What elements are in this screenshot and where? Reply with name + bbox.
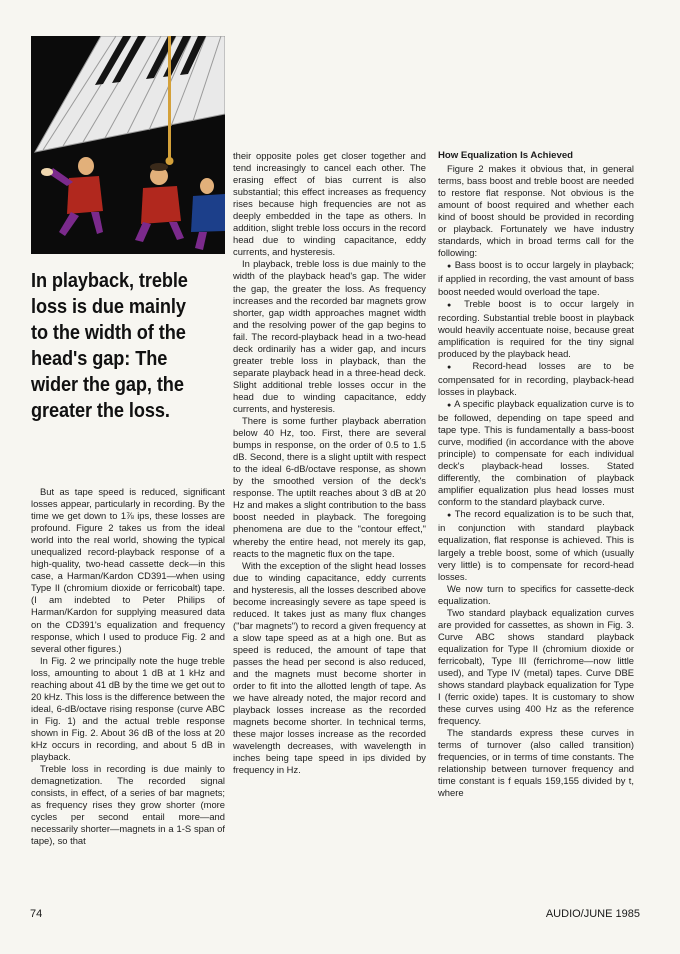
paragraph: The standards express these curves in terms of turnover (also called transition) frequencies, or in terms of time constants. The relationship between turnover frequency and time constant is f equals 159,155 divided by t, where [438,727,634,799]
paragraph: their opposite poles get closer together and tend increasingly to cancel each other. The erasing effect of bias current is also substantial; this effect increases as frequency rises because high frequencies are not as deeply embedded in the tape as others. In addition, slight treble loss occurs in the record head due to winding capacitance, eddy currents, and hysteresis. [233,150,426,258]
paragraph: Treble loss in recording is due mainly to demagnetization. The recorded signal consists, in effect, of a series of bar magnets; as frequency rises they grow shorter (more cycles per second entail more—and necessarily shorter—magnets in a 1-S span of tape), so that [31,763,225,847]
column-2 [233,150,426,776]
bullet-item: ● Treble boost is to occur largely in recording. Substantial treble boost in playback would heavily accentuate noise, because great amplification is required for the tiny signal produced by the playback head. [438,298,634,360]
bullet-item: ● A specific playback equalization curve is to be followed, depending on tape speed and tape type. This is fundamentally a bass-boost curve, modified (in accordance with the above principle) to compensate for each individual deck's playback-head losses. Stated differently, the combination of playback amplifier equalization plus head losses must conform to the standard playback curve. [438,398,634,508]
pull-quote: In playback, treble loss is due mainly to the width of the head's gap: The wider the gap, the greater the loss. [31,270,188,422]
paragraph: With the exception of the slight head losses due to winding capacitance, eddy currents and hysteresis, all the losses described above become increasingly severe as tape speed is reduced. It takes just as many flux changes ("bar magnets") to record a given frequency at a slow tape speed as at a high one. But as speed is reduced, the amount of tape that passes the head per second is also reduced, and the magnets must become shorter in order to fit into the allotted length of tape. As we have already noted, the major record and playback losses increase as the recorded magnets become shorter. In technical terms, these major losses increase as the recorded wavelength decreases, with wavelength in inches being tape speed in ips divided by frequency in Hz. [233,559,426,776]
column-3 [438,150,634,799]
paragraph: In Fig. 2 we principally note the huge treble loss, amounting to about 1 dB at 1 kHz and reaching about 41 dB by the time we get out to 20 kHz. This loss is the difference between the ideal, 6-dB/octave rising response (curve ABC in Fig. 1) and the actual treble response shown in Fig. 2. About 36 dB of the loss at 20 kHz occurs in recording, and about 5 dB in playback. [31,654,225,763]
paragraph: In playback, treble loss is due mainly to the width of the playback head's gap. The wider the gap, the greater the loss. As frequency increases and the recorded bar magnets grow shorter, gap width approaches magnet width and the resolving power of the gap begins to fail. The record-playback head in a two-head deck ordinarily has a wider gap, and incurs greater treble loss in playback, than the separate playback head in a three-head deck. Slight additional treble losses occur in the head due to winding capacitance, eddy currents, and hysteresis. [233,258,426,414]
column-1 [31,486,225,847]
paragraph: Two standard playback equalization curves are provided for cassettes, as shown in Fig. 3. Curve ABC shows standard playback equalization for Type II (chromium dioxide or ferricobalt), Type III (ferrichrome—now little used), and Type IV (metal) tapes. Curve DBE shows standard playback equalization for Type I (ferric oxide) tapes. It is customary to show these curves using 400 Hz as the reference frequency. [438,606,634,727]
bullet-item: ● Record-head losses are to be compensated for in recording, playback-head losses in playback. [438,360,634,398]
paragraph: There is some further playback aberration below 40 Hz, too. First, there are several bumps in response, on the order of 0.5 to 1.5 dB. Second, there is a slight uptilt with respect to the ideal 6-dB/octave response, as shown by the smoothed version of the deck's response. The uptilt reaches about 3 dB at 20 Hz and makes a slight contribution to the bass boost needed in playback. The foregoing phenomena are due to the "contour effect," whereby the entire head, not merely its gap, reacts to the magnetic flux on the tape. [233,415,426,559]
paragraph: Figure 2 makes it obvious that, in general terms, bass boost and treble boost are needed to restore flat response. Not obvious is the amount of boost required and whether each kind of boost should be provided in recording or playback. Fortunately we have industry standards, which in broad terms call for the following: [438,163,634,259]
bullet-item: ● The record equalization is to be such that, in conjunction with standard playback equalization, flat response is achieved. This is largely a treble boost, some of which (usually very little) is to compensate for record-head losses. [438,508,634,582]
paragraph: We now turn to specifics for cassette-deck equalization. [438,582,634,606]
section-heading: How Equalization Is Achieved [438,150,574,161]
page-number: 74 [30,908,43,920]
paragraph: But as tape speed is reduced, significant losses appear, particularly in recording. By the time we get down to 1⅞ ips, these losses are profound. Figure 2 takes us from the ideal world into the real world, showing the typical unequalized record-playback response of a high-quality, two-head cassette deck—in this case, a Harman/Kardon CD391—when using Type II (chromium dioxide or ferricobalt) tape. (I am indebted to Peter Philips of Harman/Kardon for supplying measured data on the CD391's equalization and frequency response, which I used to produce Fig. 2 and several other figures.) [31,486,225,654]
piano-musicians-illustration [31,36,225,254]
bullet-item: ● Bass boost is to occur largely in playback; if applied in recording, the vast amount of bass boost needed would overload the tape. [438,259,634,297]
cover-illustration [31,36,225,254]
magazine-footer: AUDIO/JUNE 1985 [545,908,640,920]
